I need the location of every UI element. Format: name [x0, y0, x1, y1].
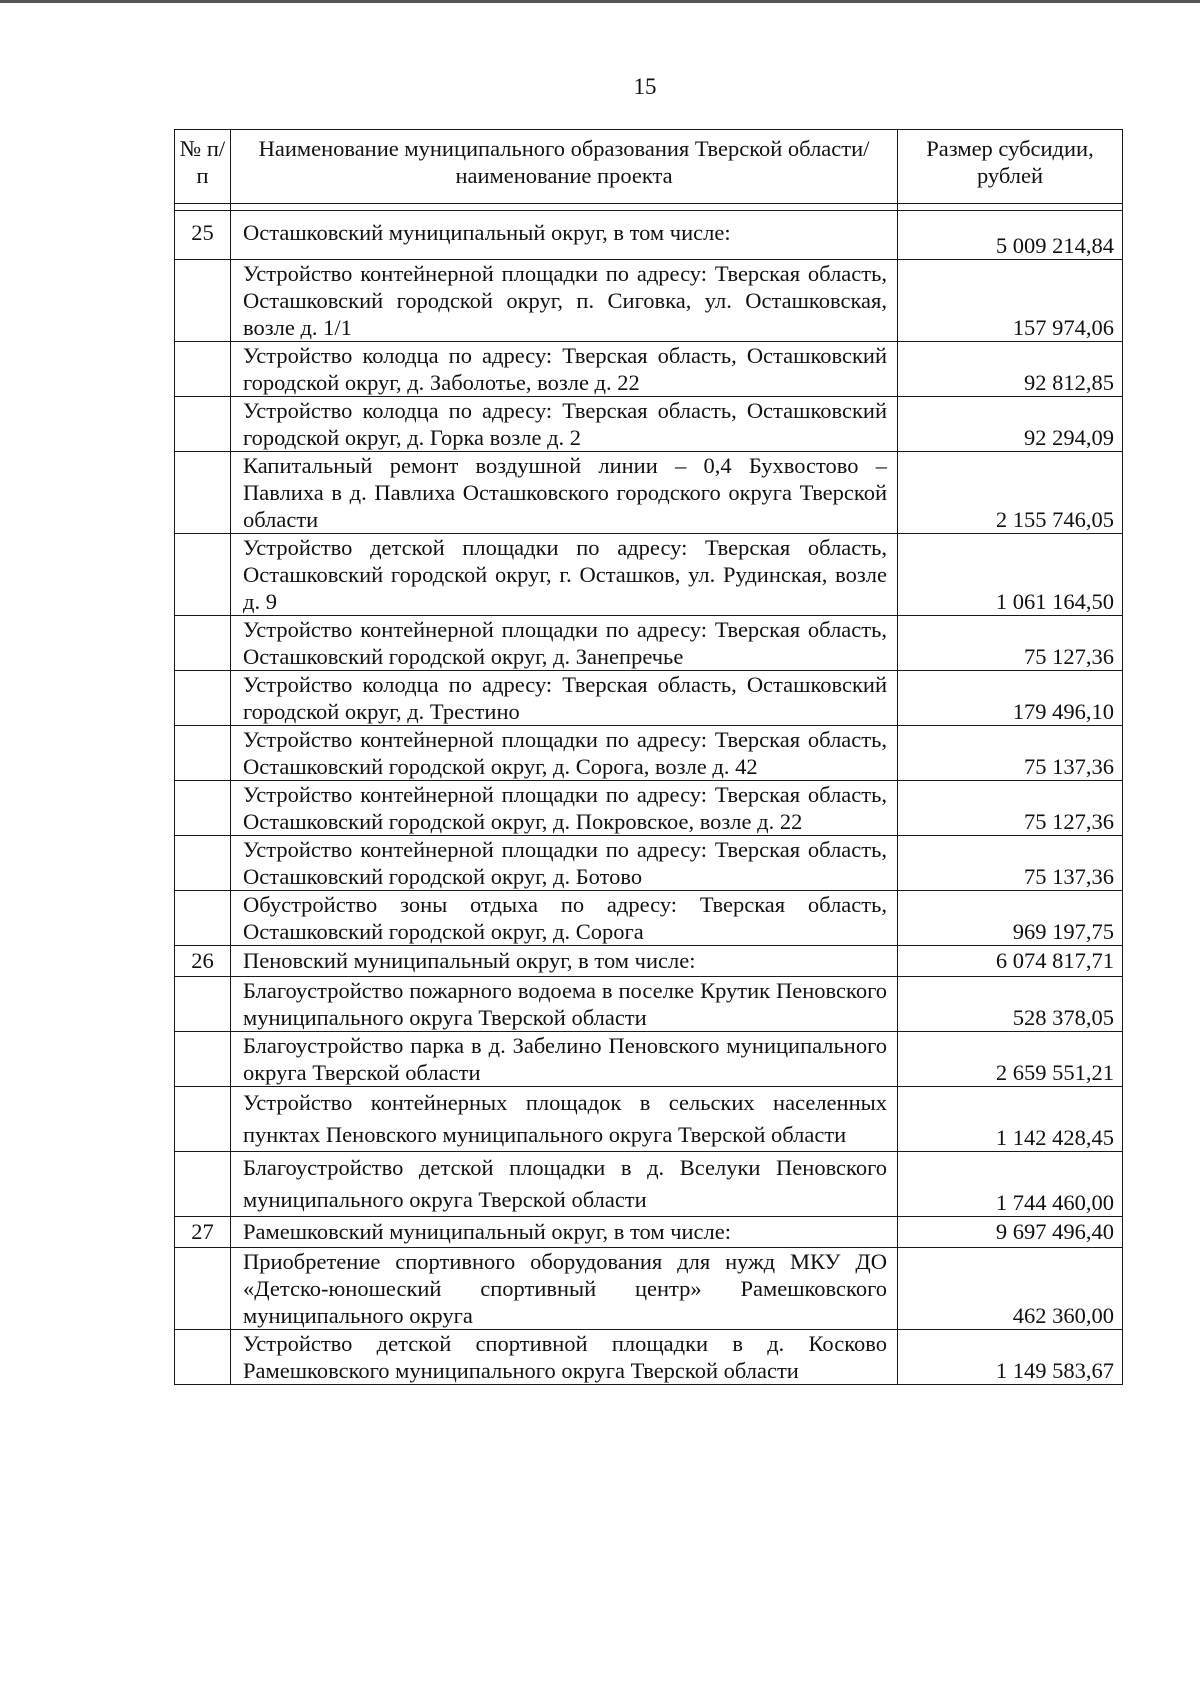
row-amount: 969 197,75: [898, 891, 1123, 946]
row-number: [175, 836, 231, 891]
table-row: [175, 1032, 1123, 1087]
row-number: 25: [175, 211, 231, 260]
table-row: [175, 534, 1123, 616]
row-number: [175, 1152, 231, 1217]
row-number: [175, 1330, 231, 1385]
table-row: [175, 452, 1123, 534]
table-row: [175, 726, 1123, 781]
row-name: Благоустройство детской площадки в д. Вселуки Пеновского муниципального округа Тверской области: [231, 1152, 898, 1217]
row-amount: 75 137,36: [898, 836, 1123, 891]
table-row: [175, 260, 1123, 342]
subsidy-table: [174, 129, 1123, 1385]
row-number: [175, 397, 231, 452]
row-number: [175, 781, 231, 836]
row-amount: 157 974,06: [898, 260, 1123, 342]
table-row: [175, 1087, 1123, 1152]
table-row: [175, 836, 1123, 891]
row-amount: 462 360,00: [898, 1248, 1123, 1330]
table-row: [175, 977, 1123, 1032]
row-amount: 1 744 460,00: [898, 1152, 1123, 1217]
table-row-district: [175, 211, 1123, 260]
row-number: 27: [175, 1217, 231, 1248]
header-amount: Размер субсидии, рублей: [898, 130, 1123, 204]
row-name: Устройство детской спортивной площадки в д. Косково Рамешковского муниципального округа Тверской области: [231, 1330, 898, 1385]
row-name: Устройство контейнерной площадки по адресу: Тверская область, Осташковский городской округ, п. Сиговка, ул. Осташковская, возле д. 1/1: [231, 260, 898, 342]
page-number: 15: [633, 74, 657, 99]
row-name: Рамешковский муниципальный округ, в том числе:: [231, 1217, 898, 1248]
row-amount: 2 659 551,21: [898, 1032, 1123, 1087]
row-amount: 2 155 746,05: [898, 452, 1123, 534]
row-number: [175, 342, 231, 397]
row-name: Благоустройство пожарного водоема в поселке Крутик Пеновского муниципального округа Тверской области: [231, 977, 898, 1032]
row-name: Устройство контейнерной площадки по адресу: Тверская область, Осташковский городской округ, д. Ботово: [231, 836, 898, 891]
table-row-district: [175, 1217, 1123, 1248]
row-amount: 1 142 428,45: [898, 1087, 1123, 1152]
row-amount: 1 061 164,50: [898, 534, 1123, 616]
table-row: [175, 891, 1123, 946]
row-number: [175, 616, 231, 671]
row-amount: 179 496,10: [898, 671, 1123, 726]
row-name: Устройство контейнерной площадки по адресу: Тверская область, Осташковский городской округ, д. Покровское, возле д. 22: [231, 781, 898, 836]
row-number: [175, 452, 231, 534]
row-number: [175, 977, 231, 1032]
table-row: [175, 397, 1123, 452]
row-number: 26: [175, 946, 231, 977]
header-spacer-row: [175, 204, 1123, 211]
table-row: [175, 1330, 1123, 1385]
row-amount: 1 149 583,67: [898, 1330, 1123, 1385]
row-name: Капитальный ремонт воздушной линии – 0,4 Бухвостово – Павлиха в д. Павлиха Осташковского городского округа Тверской области: [231, 452, 898, 534]
row-name: Обустройство зоны отдыха по адресу: Тверская область, Осташковский городской округ, д. Сорога: [231, 891, 898, 946]
row-name: Устройство колодца по адресу: Тверская область, Осташковский городской округ, д. Трестино: [231, 671, 898, 726]
row-name: Устройство детской площадки по адресу: Тверская область, Осташковский городской округ, г. Осташков, ул. Рудинская, возле д. 9: [231, 534, 898, 616]
row-name: Благоустройство парка в д. Забелино Пеновского муниципального округа Тверской области: [231, 1032, 898, 1087]
row-amount: 75 127,36: [898, 781, 1123, 836]
row-number: [175, 260, 231, 342]
row-name: Устройство колодца по адресу: Тверская область, Осташковский городской округ, д. Заболотье, возле д. 22: [231, 342, 898, 397]
row-amount: 92 812,85: [898, 342, 1123, 397]
row-number: [175, 671, 231, 726]
row-amount: 75 127,36: [898, 616, 1123, 671]
row-name: Пеновский муниципальный округ, в том числе:: [231, 946, 898, 977]
table-row: [175, 342, 1123, 397]
row-name: Приобретение спортивного оборудования для нужд МКУ ДО «Детско-юношеский спортивный центр» Рамешковского муниципального округа: [231, 1248, 898, 1330]
row-amount: 75 137,36: [898, 726, 1123, 781]
table-row: [175, 781, 1123, 836]
row-amount: 528 378,05: [898, 977, 1123, 1032]
row-name: Устройство колодца по адресу: Тверская область, Осташковский городской округ, д. Горка возле д. 2: [231, 397, 898, 452]
header-name: Наименование муниципального образования Тверской области/наименование проекта: [231, 130, 898, 204]
row-number: [175, 726, 231, 781]
row-name: Осташковский муниципальный округ, в том числе:: [231, 211, 898, 260]
row-number: [175, 534, 231, 616]
table-row: [175, 1248, 1123, 1330]
table-header-row: [175, 130, 1123, 204]
row-name: Устройство контейнерной площадки по адресу: Тверская область, Осташковский городской округ, д. Занепречье: [231, 616, 898, 671]
header-number: № п/п: [175, 130, 231, 204]
table-row: [175, 616, 1123, 671]
row-amount: 6 074 817,71: [898, 946, 1123, 977]
table-row-district: [175, 946, 1123, 977]
row-amount: 92 294,09: [898, 397, 1123, 452]
scan-top-edge: [0, 0, 1200, 3]
row-name: Устройство контейнерной площадки по адресу: Тверская область, Осташковский городской округ, д. Сорога, возле д. 42: [231, 726, 898, 781]
row-amount: 5 009 214,84: [898, 211, 1123, 260]
row-number: [175, 1248, 231, 1330]
row-number: [175, 1032, 231, 1087]
row-number: [175, 891, 231, 946]
row-number: [175, 1087, 231, 1152]
row-name: Устройство контейнерных площадок в сельских населенных пунктах Пеновского муниципального округа Тверской области: [231, 1087, 898, 1152]
table-row: [175, 1152, 1123, 1217]
row-amount: 9 697 496,40: [898, 1217, 1123, 1248]
table-row: [175, 671, 1123, 726]
